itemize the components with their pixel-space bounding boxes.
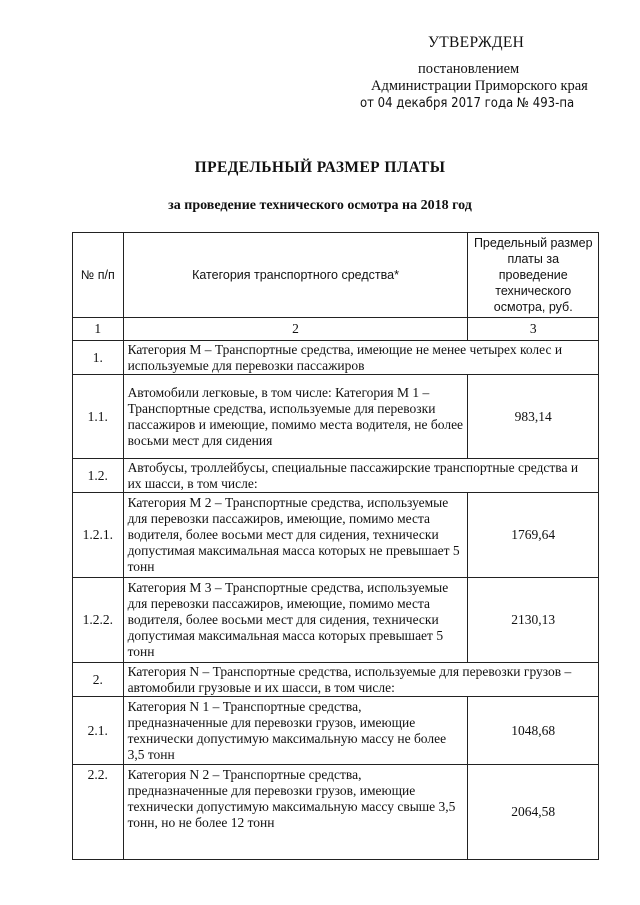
table-row: [73, 765, 599, 860]
row-number: 1.2.1.: [73, 493, 124, 578]
row-category: Автомобили легковые, в том числе: Категория М 1 – Транспортные средства, используемые для перевозки пассажиров и имеющие, помимо места водителя, не более восьми мест для сидения: [123, 375, 468, 459]
table-row: [73, 578, 599, 663]
table-header-row: [73, 233, 599, 318]
table-row: [73, 663, 599, 697]
row-category: Категория М 3 – Транспортные средства, используемые для перевозки пассажиров, имеющие, помимо места водителя, более восьми мест для сидения, технически допустимая максимальная масса которых превышает 5 тонн: [123, 578, 468, 663]
row-category: Автобусы, троллейбусы, специальные пассажирские транспортные средства и их шасси, в том числе:: [123, 459, 598, 493]
row-number: 2.2.: [73, 765, 124, 860]
header-number: № п/п: [73, 233, 124, 318]
row-category: Категория М – Транспортные средства, имеющие не менее четырех колес и используемые для перевозки пассажиров: [123, 341, 598, 375]
column-index-2: 2: [123, 318, 468, 341]
row-fee: 983,14: [468, 375, 599, 459]
row-category: Категория М 2 – Транспортные средства, используемые для перевозки пассажиров, имеющие, помимо места водителя, более восьми мест для сидения, технически допустимая максимальная масса которых не превышает 5 тонн: [123, 493, 468, 578]
document-subtitle: за проведение технического осмотра на 2018 год: [168, 198, 472, 213]
header-fee: Предельный размер платы за проведение технического осмотра, руб.: [468, 233, 599, 318]
row-fee: 2130,13: [468, 578, 599, 663]
row-number: 2.1.: [73, 697, 124, 765]
row-number: 1.2.2.: [73, 578, 124, 663]
row-fee: 1048,68: [468, 697, 599, 765]
row-category: Категория N 1 – Транспортные средства, предназначенные для перевозки грузов, имеющие технически допустимую максимальную массу не более 3,5 тонн: [123, 697, 468, 765]
fee-table: [72, 232, 599, 860]
header-category: Категория транспортного средства*: [123, 233, 468, 318]
document-title: ПРЕДЕЛЬНЫЙ РАЗМЕР ПЛАТЫ: [194, 159, 446, 176]
table-row: [73, 341, 599, 375]
table-row: [73, 697, 599, 765]
row-category: Категория N 2 – Транспортные средства, предназначенные для перевозки грузов, имеющие технически допустимую максимальную массу свыше 3,5 тонн, но не более 12 тонн: [123, 765, 468, 860]
table-row: [73, 493, 599, 578]
row-category: Категория N – Транспортные средства, используемые для перевозки грузов – автомобили грузовые и их шасси, в том числе:: [123, 663, 598, 697]
row-number: 1.: [73, 341, 124, 375]
approval-decree-label: постановлением: [418, 61, 520, 77]
approved-label: УТВЕРЖДЕН: [428, 34, 525, 51]
row-number: 1.2.: [73, 459, 124, 493]
column-index-3: 3: [468, 318, 599, 341]
approval-date-number: от 04 декабря 2017 года № 493-па: [360, 96, 575, 111]
row-number: 1.1.: [73, 375, 124, 459]
column-index-row: [73, 318, 599, 341]
row-fee: 2064,58: [468, 765, 599, 860]
column-index-1: 1: [73, 318, 124, 341]
approval-authority: Администрации Приморского края: [371, 78, 588, 94]
table-row: [73, 459, 599, 493]
row-number: 2.: [73, 663, 124, 697]
row-fee: 1769,64: [468, 493, 599, 578]
table-row: [73, 375, 599, 459]
